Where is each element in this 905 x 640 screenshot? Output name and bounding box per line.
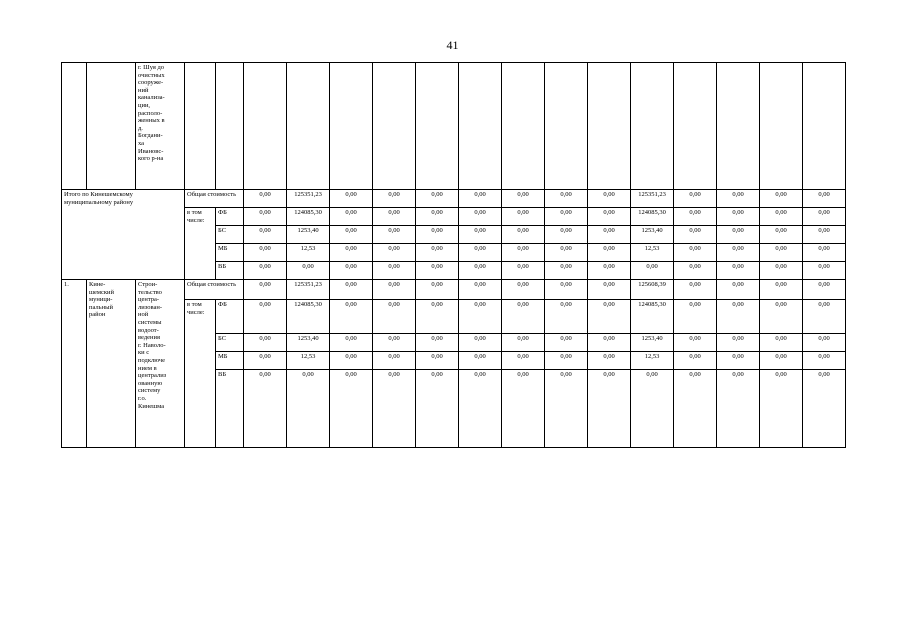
table-row [62, 63, 846, 190]
value-cell: 0,00 [674, 262, 717, 280]
value-cell: 0,00 [631, 370, 674, 448]
value-cell: 0,00 [330, 300, 373, 334]
value-cell: 125351,23 [287, 280, 330, 300]
value-cell: 0,00 [373, 190, 416, 208]
value-cell: 0,00 [502, 300, 545, 334]
value-cell: 0,00 [244, 208, 287, 226]
value-cell: 0,00 [760, 262, 803, 280]
funding-source: МБ [216, 352, 244, 370]
funding-source: ВБ [216, 370, 244, 448]
value-cell: 0,00 [674, 208, 717, 226]
value-cell: 0,00 [674, 352, 717, 370]
value-cell: 0,00 [416, 190, 459, 208]
funding-source: БС [216, 226, 244, 244]
table-row [62, 280, 846, 300]
value-cell: 1253,40 [287, 226, 330, 244]
table-cell [588, 63, 631, 190]
value-cell: 0,00 [760, 280, 803, 300]
value-cell: 0,00 [803, 190, 846, 208]
value-cell: 0,00 [717, 190, 760, 208]
value-cell: 0,00 [330, 334, 373, 352]
value-cell: 0,00 [803, 280, 846, 300]
value-cell: 0,00 [717, 370, 760, 448]
value-cell: 0,00 [459, 208, 502, 226]
value-cell: 0,00 [502, 190, 545, 208]
value-cell: 0,00 [502, 352, 545, 370]
value-cell: 0,00 [717, 280, 760, 300]
project-description: Строи- тельство центра- лизован- ной системы водоот- ведения г. Наволо- ки с подключе нием в централиз ованную систему г.о. Кинешма [136, 280, 185, 448]
value-cell: 0,00 [373, 280, 416, 300]
value-cell: 0,00 [244, 226, 287, 244]
table-cell [545, 63, 588, 190]
municipality-name: Кине- шемский муници- пальный район [87, 280, 136, 448]
value-cell: 0,00 [545, 190, 588, 208]
value-cell: 0,00 [588, 190, 631, 208]
value-cell: 0,00 [760, 370, 803, 448]
table-row [62, 190, 846, 208]
value-cell: 0,00 [244, 370, 287, 448]
value-cell: 0,00 [588, 334, 631, 352]
value-cell: 0,00 [760, 352, 803, 370]
value-cell: 0,00 [760, 226, 803, 244]
value-cell: 0,00 [545, 352, 588, 370]
table-cell [62, 63, 87, 190]
value-cell: 0,00 [416, 208, 459, 226]
value-cell: 0,00 [330, 208, 373, 226]
value-cell: 0,00 [803, 244, 846, 262]
value-cell: 0,00 [416, 226, 459, 244]
value-cell: 0,00 [674, 226, 717, 244]
value-cell: 0,00 [330, 370, 373, 448]
value-cell: 0,00 [502, 262, 545, 280]
value-cell: 0,00 [330, 226, 373, 244]
value-cell: 0,00 [717, 262, 760, 280]
value-cell: 0,00 [674, 280, 717, 300]
value-cell: 0,00 [373, 208, 416, 226]
value-cell: 0,00 [244, 262, 287, 280]
value-cell: 0,00 [287, 370, 330, 448]
value-cell: 0,00 [760, 208, 803, 226]
value-cell: 0,00 [330, 244, 373, 262]
value-cell: 0,00 [459, 370, 502, 448]
value-cell: 0,00 [459, 300, 502, 334]
value-cell: 0,00 [459, 280, 502, 300]
table-cell [416, 63, 459, 190]
value-cell: 0,00 [459, 244, 502, 262]
table-cell [287, 63, 330, 190]
table-cell [185, 63, 216, 190]
total-cost-label: Общая стоимость [185, 190, 244, 208]
funding-source: ФБ [216, 208, 244, 226]
value-cell: 0,00 [244, 244, 287, 262]
value-cell: 0,00 [674, 190, 717, 208]
value-cell: 0,00 [502, 280, 545, 300]
value-cell: 12,53 [631, 352, 674, 370]
value-cell: 125351,23 [287, 190, 330, 208]
funding-source: ФБ [216, 300, 244, 334]
value-cell: 0,00 [373, 262, 416, 280]
value-cell: 0,00 [459, 226, 502, 244]
table-cell [803, 63, 846, 190]
total-cost-label: Общая стоимость [185, 280, 244, 300]
value-cell: 0,00 [502, 244, 545, 262]
value-cell: 0,00 [588, 280, 631, 300]
value-cell: 0,00 [502, 334, 545, 352]
value-cell: 124085,30 [631, 208, 674, 226]
value-cell: 0,00 [803, 300, 846, 334]
value-cell: 0,00 [287, 262, 330, 280]
value-cell: 0,00 [373, 300, 416, 334]
value-cell: 1253,40 [631, 226, 674, 244]
subtotal-label: Итого по Кинешемскому муниципальному району [62, 190, 185, 280]
value-cell: 0,00 [717, 334, 760, 352]
value-cell: 0,00 [502, 370, 545, 448]
value-cell: 125608,39 [631, 280, 674, 300]
value-cell: 0,00 [416, 244, 459, 262]
value-cell: 0,00 [416, 262, 459, 280]
value-cell: 0,00 [760, 300, 803, 334]
value-cell: 0,00 [760, 334, 803, 352]
funding-source: ВБ [216, 262, 244, 280]
value-cell: 0,00 [674, 244, 717, 262]
value-cell: 0,00 [545, 334, 588, 352]
value-cell: 0,00 [717, 226, 760, 244]
value-cell: 0,00 [803, 352, 846, 370]
value-cell: 0,00 [717, 208, 760, 226]
table-cell [502, 63, 545, 190]
value-cell: 0,00 [416, 280, 459, 300]
value-cell: 0,00 [373, 370, 416, 448]
funding-source: БС [216, 334, 244, 352]
value-cell: 1253,40 [631, 334, 674, 352]
value-cell: 0,00 [803, 370, 846, 448]
value-cell: 12,53 [287, 352, 330, 370]
value-cell: 0,00 [244, 352, 287, 370]
value-cell: 0,00 [717, 244, 760, 262]
value-cell: 0,00 [588, 300, 631, 334]
value-cell: 0,00 [416, 370, 459, 448]
item-number: 1. [62, 280, 87, 448]
value-cell: 0,00 [545, 370, 588, 448]
value-cell: 124085,30 [287, 208, 330, 226]
value-cell: 0,00 [674, 334, 717, 352]
value-cell: 0,00 [545, 208, 588, 226]
value-cell: 0,00 [545, 280, 588, 300]
value-cell: 124085,30 [631, 300, 674, 334]
value-cell: 0,00 [803, 262, 846, 280]
budget-table [61, 62, 846, 448]
value-cell: 0,00 [244, 280, 287, 300]
value-cell: 0,00 [330, 262, 373, 280]
value-cell: 0,00 [545, 244, 588, 262]
value-cell: 125351,23 [631, 190, 674, 208]
value-cell: 0,00 [803, 226, 846, 244]
value-cell: 0,00 [502, 208, 545, 226]
table-cell [373, 63, 416, 190]
value-cell: 0,00 [330, 352, 373, 370]
value-cell: 0,00 [330, 190, 373, 208]
value-cell: 0,00 [244, 300, 287, 334]
value-cell: 0,00 [545, 262, 588, 280]
value-cell: 0,00 [373, 226, 416, 244]
value-cell: 0,00 [631, 262, 674, 280]
value-cell: 0,00 [588, 208, 631, 226]
value-cell: 124085,30 [287, 300, 330, 334]
value-cell: 0,00 [373, 334, 416, 352]
value-cell: 0,00 [373, 244, 416, 262]
value-cell: 0,00 [588, 244, 631, 262]
value-cell: 0,00 [588, 226, 631, 244]
including-label: в том числе: [185, 300, 216, 448]
project-description: г. Шуя до очистных сооруже- ний канализа- ции, располо- женных в д. Богдани- ха Ивановс- кого р-на [136, 63, 185, 190]
table-cell [760, 63, 803, 190]
value-cell: 0,00 [459, 334, 502, 352]
table-cell [674, 63, 717, 190]
table-cell [459, 63, 502, 190]
value-cell: 0,00 [416, 352, 459, 370]
value-cell: 0,00 [459, 262, 502, 280]
including-label: в том числе: [185, 208, 216, 280]
value-cell: 0,00 [502, 226, 545, 244]
value-cell: 0,00 [545, 300, 588, 334]
table-cell [87, 63, 136, 190]
value-cell: 0,00 [373, 352, 416, 370]
value-cell: 0,00 [459, 352, 502, 370]
value-cell: 12,53 [631, 244, 674, 262]
value-cell: 0,00 [459, 190, 502, 208]
table-cell [717, 63, 760, 190]
table-cell [244, 63, 287, 190]
value-cell: 0,00 [760, 190, 803, 208]
page-number: 41 [446, 38, 459, 52]
value-cell: 0,00 [588, 262, 631, 280]
value-cell: 0,00 [803, 208, 846, 226]
table-cell [631, 63, 674, 190]
table-cell [216, 63, 244, 190]
value-cell: 0,00 [674, 370, 717, 448]
value-cell: 0,00 [588, 352, 631, 370]
value-cell: 1253,40 [287, 334, 330, 352]
value-cell: 0,00 [244, 190, 287, 208]
value-cell: 0,00 [588, 370, 631, 448]
value-cell: 0,00 [717, 352, 760, 370]
value-cell: 0,00 [244, 334, 287, 352]
value-cell: 0,00 [416, 300, 459, 334]
value-cell: 0,00 [545, 226, 588, 244]
value-cell: 0,00 [803, 334, 846, 352]
value-cell: 0,00 [330, 280, 373, 300]
table-cell [330, 63, 373, 190]
value-cell: 12,53 [287, 244, 330, 262]
value-cell: 0,00 [674, 300, 717, 334]
value-cell: 0,00 [760, 244, 803, 262]
value-cell: 0,00 [717, 300, 760, 334]
funding-source: МБ [216, 244, 244, 262]
value-cell: 0,00 [416, 334, 459, 352]
